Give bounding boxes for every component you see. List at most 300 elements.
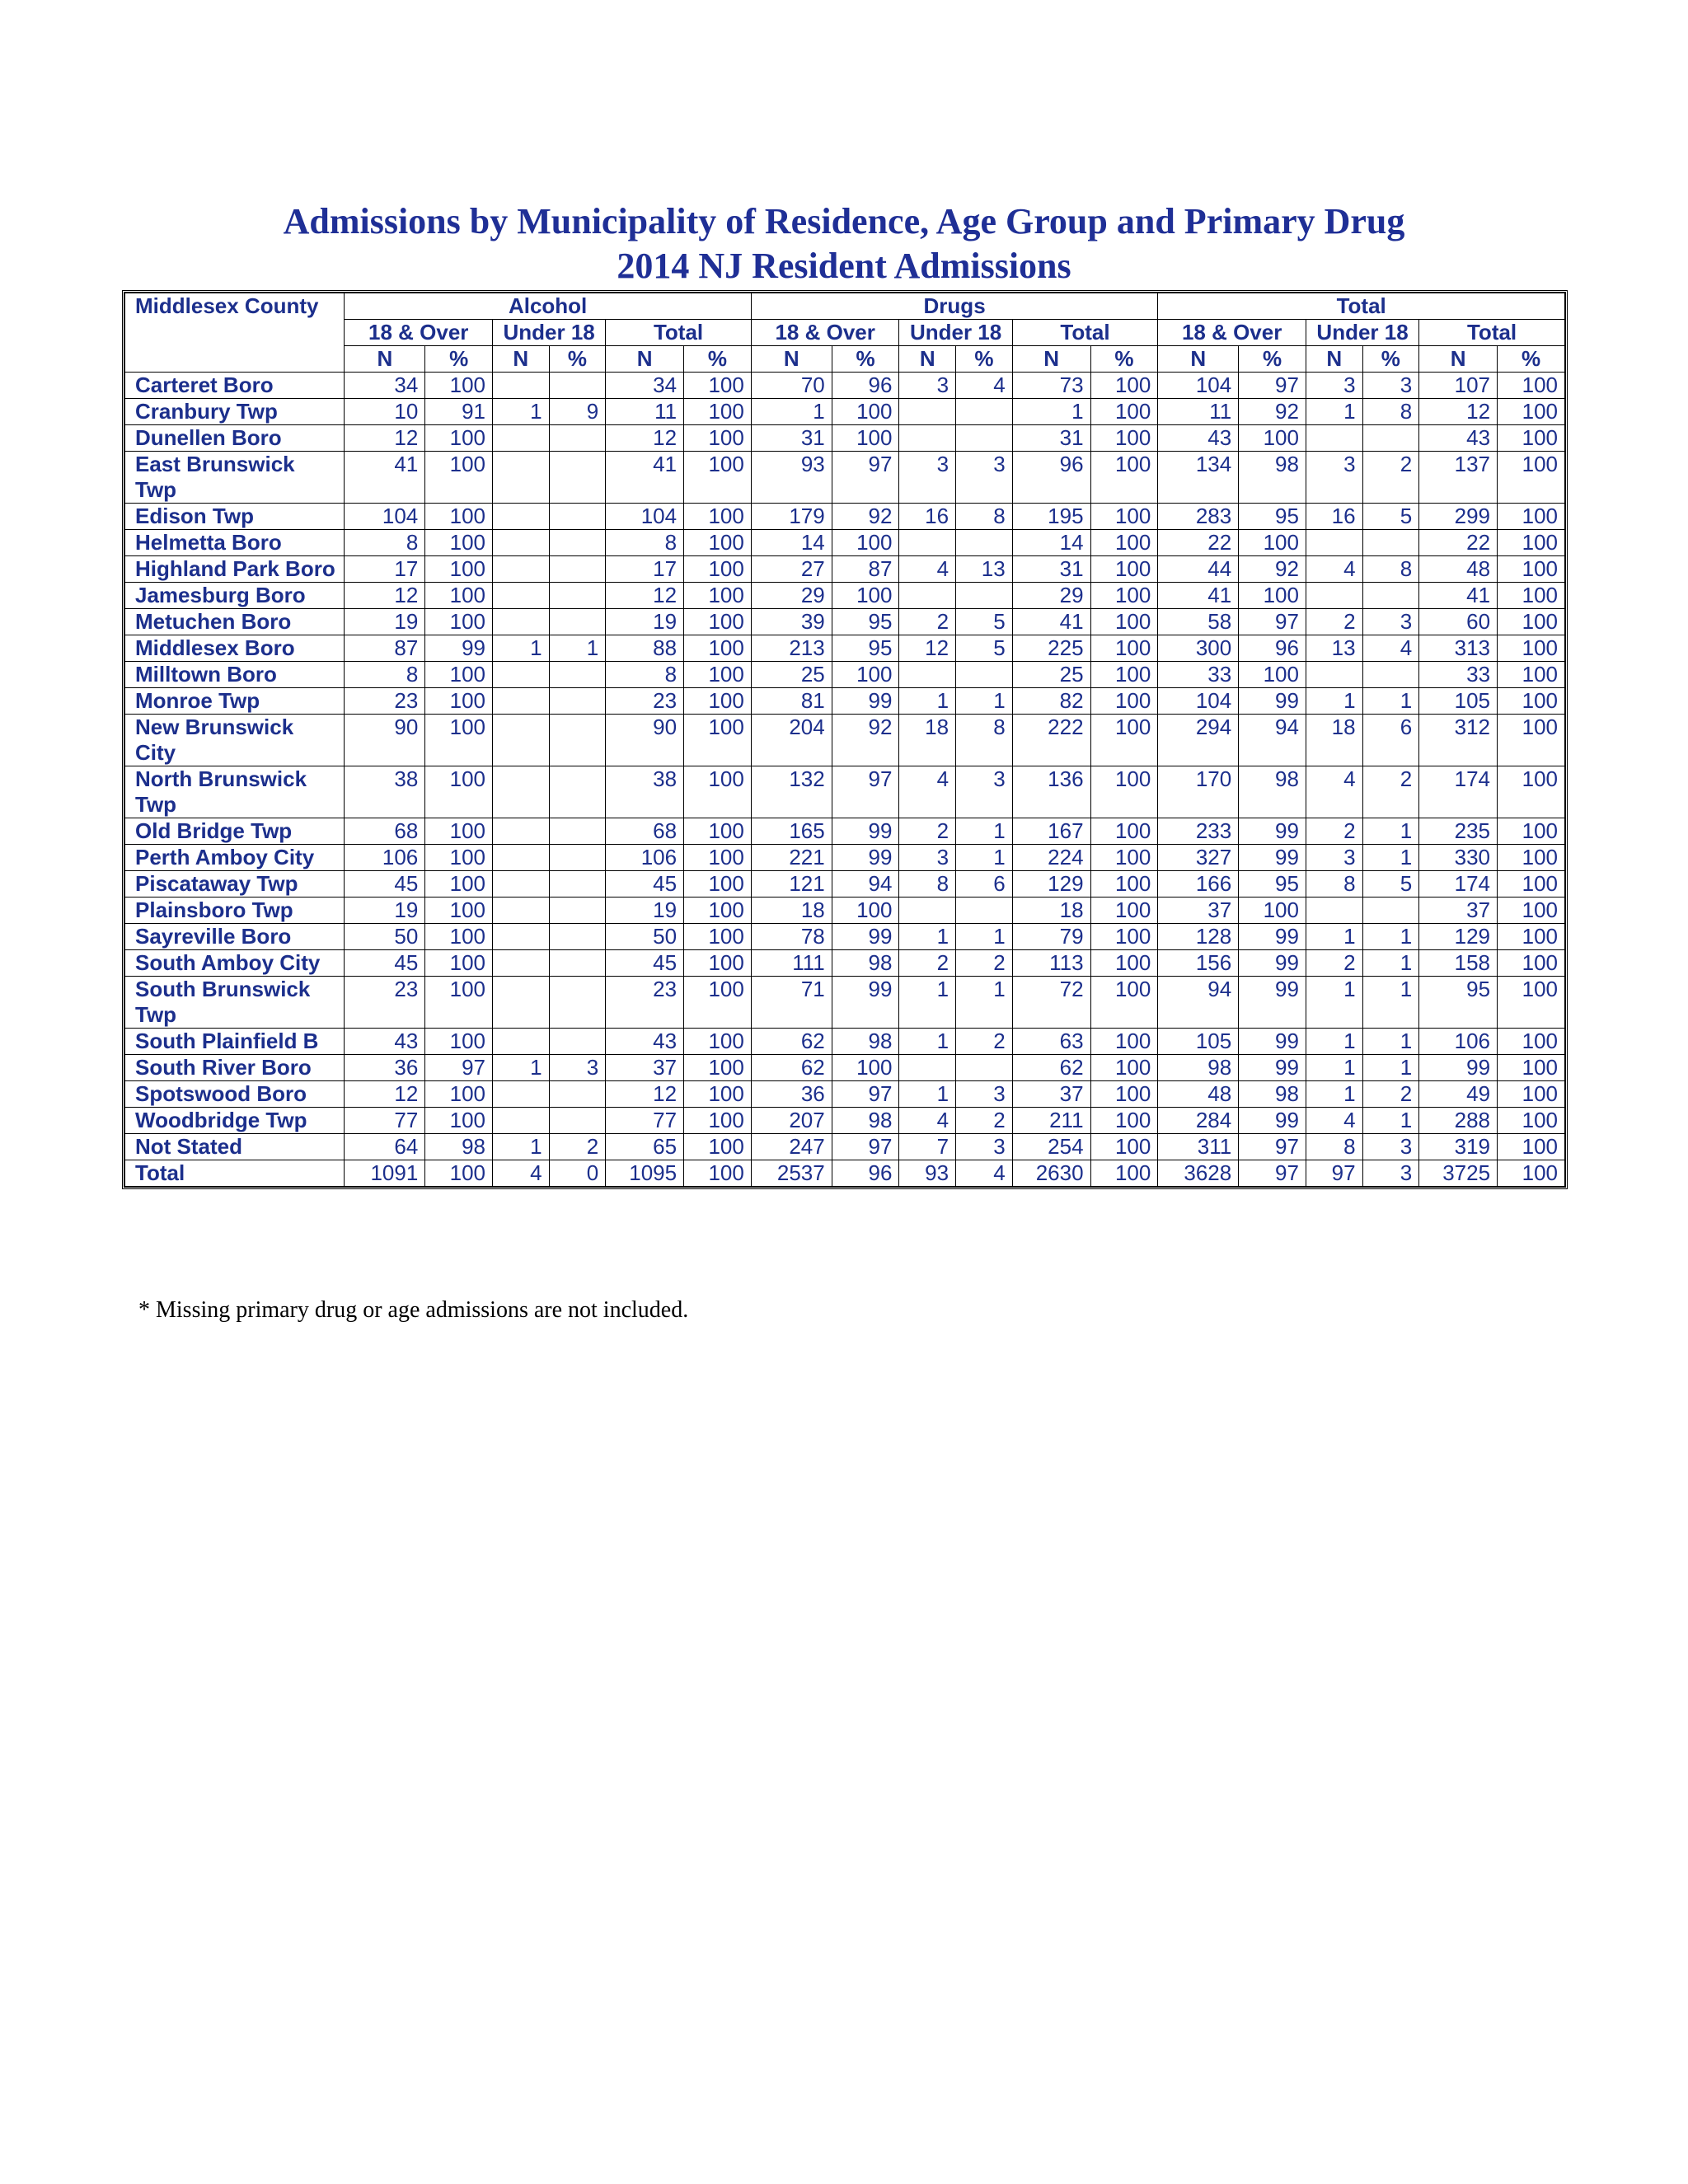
cell-percent [549, 662, 606, 688]
municipality-name: Spotswood Boro [125, 1081, 345, 1108]
cell-count: 170 [1158, 766, 1239, 818]
cell-count: 19 [606, 898, 684, 924]
cell-count: 224 [1012, 845, 1090, 871]
municipality-name: Cranbury Twp [125, 399, 345, 425]
cell-percent: 4 [1362, 635, 1419, 662]
cell-percent [956, 425, 1013, 452]
cell-count: 81 [751, 688, 832, 715]
cell-percent: 100 [684, 1081, 752, 1108]
cell-percent [549, 1029, 606, 1055]
measure-header-n: N [1158, 346, 1239, 373]
cell-percent: 100 [425, 715, 493, 766]
cell-count: 312 [1419, 715, 1498, 766]
cell-percent: 100 [425, 977, 493, 1029]
cell-count [493, 1108, 550, 1134]
cell-percent: 3 [1362, 1160, 1419, 1187]
cell-count: 106 [1419, 1029, 1498, 1055]
cell-count: 36 [345, 1055, 425, 1081]
cell-percent: 100 [1090, 1108, 1158, 1134]
cell-percent: 100 [1498, 399, 1565, 425]
cell-percent: 100 [1090, 635, 1158, 662]
table-row [125, 504, 1565, 530]
cell-percent: 8 [956, 504, 1013, 530]
cell-count: 41 [1419, 583, 1498, 609]
cell-count: 1 [1306, 1055, 1362, 1081]
cell-percent: 95 [832, 635, 899, 662]
cell-count: 8 [606, 662, 684, 688]
cell-count: 17 [606, 556, 684, 583]
cell-count: 166 [1158, 871, 1239, 898]
cell-count: 105 [1419, 688, 1498, 715]
cell-count: 107 [1419, 373, 1498, 399]
cell-count [493, 977, 550, 1029]
cell-percent: 97 [832, 452, 899, 504]
cell-count: 63 [1012, 1029, 1090, 1055]
cell-count: 3 [899, 452, 956, 504]
cell-count: 19 [606, 609, 684, 635]
cell-count: 12 [1419, 399, 1498, 425]
cell-percent: 100 [1239, 583, 1306, 609]
cell-count: 158 [1419, 950, 1498, 977]
cell-count [493, 950, 550, 977]
cell-count: 3 [1306, 373, 1362, 399]
measure-header-pct: % [549, 346, 606, 373]
cell-count: 82 [1012, 688, 1090, 715]
cell-percent: 8 [956, 715, 1013, 766]
subgroup-header-alcohol-total: Total [606, 320, 752, 346]
cell-percent: 100 [425, 1081, 493, 1108]
cell-percent: 100 [1498, 871, 1565, 898]
cell-count: 179 [751, 504, 832, 530]
cell-percent [549, 504, 606, 530]
cell-percent: 100 [1498, 1055, 1565, 1081]
cell-count: 294 [1158, 715, 1239, 766]
cell-percent [549, 688, 606, 715]
cell-count: 8 [606, 530, 684, 556]
cell-count: 23 [345, 977, 425, 1029]
cell-count [899, 1055, 956, 1081]
cell-percent: 1 [956, 924, 1013, 950]
measure-header-pct: % [1239, 346, 1306, 373]
cell-percent: 92 [832, 715, 899, 766]
cell-count [493, 504, 550, 530]
cell-percent: 100 [1498, 845, 1565, 871]
cell-percent: 100 [425, 452, 493, 504]
cell-count [899, 898, 956, 924]
table-row [125, 556, 1565, 583]
cell-percent [1362, 662, 1419, 688]
cell-count [1306, 425, 1362, 452]
cell-count: 221 [751, 845, 832, 871]
cell-count: 96 [1012, 452, 1090, 504]
cell-percent: 1 [956, 818, 1013, 845]
subgroup-header-total-18-over: 18 & Over [1158, 320, 1306, 346]
cell-percent: 100 [684, 1134, 752, 1160]
cell-percent: 100 [1498, 1134, 1565, 1160]
municipality-name: Jamesburg Boro [125, 583, 345, 609]
table-row [125, 1081, 1565, 1108]
cell-count: 283 [1158, 504, 1239, 530]
cell-count: 13 [1306, 635, 1362, 662]
cell-count: 1 [899, 688, 956, 715]
municipality-name: Not Stated [125, 1134, 345, 1160]
cell-count: 1 [1012, 399, 1090, 425]
cell-count: 18 [1012, 898, 1090, 924]
cell-percent: 100 [1090, 818, 1158, 845]
cell-count: 2 [899, 609, 956, 635]
cell-count: 254 [1012, 1134, 1090, 1160]
cell-percent: 100 [1498, 1160, 1565, 1187]
cell-percent: 100 [1239, 662, 1306, 688]
cell-percent [549, 530, 606, 556]
cell-percent: 100 [1498, 766, 1565, 818]
cell-count: 95 [1419, 977, 1498, 1029]
cell-percent: 100 [832, 530, 899, 556]
cell-count [899, 399, 956, 425]
cell-count: 4 [899, 766, 956, 818]
cell-percent: 100 [684, 766, 752, 818]
table-row [125, 1029, 1565, 1055]
page-title: Admissions by Municipality of Residence, Age Group and Primary Drug [283, 201, 1405, 241]
cell-percent: 1 [1362, 977, 1419, 1029]
measure-header-pct: % [1090, 346, 1158, 373]
cell-count: 27 [751, 556, 832, 583]
cell-percent: 97 [1239, 1134, 1306, 1160]
table-row [125, 898, 1565, 924]
cell-count [493, 924, 550, 950]
cell-percent: 100 [684, 1108, 752, 1134]
cell-percent: 100 [1090, 766, 1158, 818]
cell-count: 1 [493, 1134, 550, 1160]
cell-percent: 3 [1362, 609, 1419, 635]
cell-percent: 100 [425, 662, 493, 688]
cell-count: 106 [606, 845, 684, 871]
cell-percent: 100 [832, 399, 899, 425]
cell-count [1306, 662, 1362, 688]
cell-percent: 100 [684, 1160, 752, 1187]
table-row [125, 818, 1565, 845]
cell-count: 288 [1419, 1108, 1498, 1134]
cell-percent: 100 [1090, 452, 1158, 504]
cell-percent: 100 [1090, 1081, 1158, 1108]
cell-count [899, 583, 956, 609]
cell-count: 77 [606, 1108, 684, 1134]
cell-count: 1 [493, 1055, 550, 1081]
cell-percent: 3 [1362, 1134, 1419, 1160]
municipality-name: South River Boro [125, 1055, 345, 1081]
cell-percent: 100 [832, 898, 899, 924]
cell-percent: 98 [832, 950, 899, 977]
county-header: Middlesex County [125, 293, 345, 373]
cell-percent: 100 [1498, 1108, 1565, 1134]
measure-header-pct: % [425, 346, 493, 373]
cell-percent: 1 [1362, 1055, 1419, 1081]
cell-percent: 98 [1239, 452, 1306, 504]
subgroup-header-drugs-under-18: Under 18 [899, 320, 1012, 346]
cell-count: 233 [1158, 818, 1239, 845]
cell-percent: 100 [1090, 1160, 1158, 1187]
cell-count: 207 [751, 1108, 832, 1134]
cell-percent [549, 425, 606, 452]
cell-percent: 100 [425, 818, 493, 845]
cell-count: 58 [1158, 609, 1239, 635]
cell-count: 90 [345, 715, 425, 766]
cell-count [1306, 898, 1362, 924]
table-body [125, 373, 1565, 1187]
cell-count: 37 [606, 1055, 684, 1081]
municipality-name: Carteret Boro [125, 373, 345, 399]
cell-count: 45 [345, 871, 425, 898]
cell-percent: 91 [425, 399, 493, 425]
measure-header-pct: % [832, 346, 899, 373]
cell-count: 22 [1419, 530, 1498, 556]
cell-count: 1 [1306, 1081, 1362, 1108]
cell-count: 8 [345, 662, 425, 688]
measure-header-n: N [345, 346, 425, 373]
cell-count: 235 [1419, 818, 1498, 845]
cell-percent: 100 [832, 583, 899, 609]
cell-count: 105 [1158, 1029, 1239, 1055]
cell-count: 311 [1158, 1134, 1239, 1160]
table-row [125, 1134, 1565, 1160]
cell-count: 3628 [1158, 1160, 1239, 1187]
cell-count: 4 [899, 1108, 956, 1134]
cell-count: 8 [899, 871, 956, 898]
cell-percent: 1 [1362, 845, 1419, 871]
cell-count: 3 [1306, 452, 1362, 504]
cell-count: 73 [1012, 373, 1090, 399]
cell-percent: 95 [1239, 871, 1306, 898]
cell-percent: 95 [1239, 504, 1306, 530]
cell-count: 11 [1158, 399, 1239, 425]
cell-percent: 100 [425, 766, 493, 818]
cell-count: 41 [606, 452, 684, 504]
measure-header-pct: % [956, 346, 1013, 373]
cell-percent: 97 [832, 1134, 899, 1160]
table-row [125, 871, 1565, 898]
cell-percent: 8 [1362, 556, 1419, 583]
cell-count: 313 [1419, 635, 1498, 662]
municipality-name: Monroe Twp [125, 688, 345, 715]
cell-percent: 100 [425, 583, 493, 609]
cell-percent [549, 871, 606, 898]
municipality-name: Edison Twp [125, 504, 345, 530]
cell-count: 104 [606, 504, 684, 530]
cell-count [493, 898, 550, 924]
cell-count: 2 [899, 950, 956, 977]
cell-count: 330 [1419, 845, 1498, 871]
cell-percent: 100 [1090, 530, 1158, 556]
cell-count: 41 [1158, 583, 1239, 609]
cell-percent [1362, 898, 1419, 924]
cell-percent: 1 [1362, 1029, 1419, 1055]
cell-percent: 5 [956, 609, 1013, 635]
cell-percent: 2 [956, 1108, 1013, 1134]
cell-percent: 100 [684, 1055, 752, 1081]
cell-percent: 99 [832, 818, 899, 845]
cell-count: 48 [1158, 1081, 1239, 1108]
cell-percent: 100 [1090, 871, 1158, 898]
cell-percent: 100 [1090, 950, 1158, 977]
municipality-name: South Amboy City [125, 950, 345, 977]
cell-percent [1362, 530, 1419, 556]
cell-count [493, 845, 550, 871]
group-header-drugs: Drugs [751, 293, 1157, 320]
cell-percent: 100 [1239, 898, 1306, 924]
cell-percent [549, 977, 606, 1029]
cell-percent [1362, 425, 1419, 452]
cell-count: 327 [1158, 845, 1239, 871]
cell-percent: 99 [1239, 977, 1306, 1029]
cell-count: 3 [899, 845, 956, 871]
cell-percent: 100 [1090, 688, 1158, 715]
cell-count: 18 [899, 715, 956, 766]
municipality-name: Highland Park Boro [125, 556, 345, 583]
cell-percent: 100 [425, 688, 493, 715]
cell-count: 43 [345, 1029, 425, 1055]
cell-percent [956, 1055, 1013, 1081]
cell-count: 62 [751, 1029, 832, 1055]
table-row [125, 530, 1565, 556]
cell-percent [549, 818, 606, 845]
cell-percent: 100 [425, 609, 493, 635]
cell-count [493, 871, 550, 898]
cell-percent: 100 [1090, 898, 1158, 924]
subgroup-header-total-total: Total [1419, 320, 1565, 346]
cell-percent [549, 1081, 606, 1108]
cell-percent: 2 [1362, 452, 1419, 504]
subgroup-header-alcohol-18-over: 18 & Over [345, 320, 493, 346]
cell-count: 48 [1419, 556, 1498, 583]
municipality-name: Metuchen Boro [125, 609, 345, 635]
cell-percent: 100 [425, 1108, 493, 1134]
table-row [125, 1160, 1565, 1187]
cell-count: 2 [1306, 609, 1362, 635]
cell-count: 79 [1012, 924, 1090, 950]
cell-count [493, 530, 550, 556]
cell-count: 4 [493, 1160, 550, 1187]
cell-percent: 100 [1090, 1134, 1158, 1160]
cell-percent: 99 [1239, 1029, 1306, 1055]
cell-count: 93 [899, 1160, 956, 1187]
cell-count: 41 [1012, 609, 1090, 635]
cell-count: 43 [1158, 425, 1239, 452]
cell-percent: 100 [425, 373, 493, 399]
cell-count: 2 [1306, 950, 1362, 977]
cell-percent: 100 [1498, 530, 1565, 556]
cell-percent: 9 [549, 399, 606, 425]
cell-count: 4 [1306, 1108, 1362, 1134]
cell-count: 68 [606, 818, 684, 845]
cell-count: 12 [899, 635, 956, 662]
cell-percent: 2 [956, 950, 1013, 977]
cell-percent: 3 [956, 1081, 1013, 1108]
cell-percent: 99 [832, 977, 899, 1029]
cell-count: 195 [1012, 504, 1090, 530]
cell-count: 10 [345, 399, 425, 425]
cell-count: 72 [1012, 977, 1090, 1029]
cell-count: 22 [1158, 530, 1239, 556]
footnote: * Missing primary drug or age admissions are not included. [138, 1297, 689, 1323]
municipality-name: Piscataway Twp [125, 871, 345, 898]
cell-count: 38 [345, 766, 425, 818]
group-header-alcohol: Alcohol [345, 293, 751, 320]
cell-count: 129 [1419, 924, 1498, 950]
cell-count: 34 [606, 373, 684, 399]
cell-percent [956, 898, 1013, 924]
table-row [125, 688, 1565, 715]
cell-count: 134 [1158, 452, 1239, 504]
cell-percent: 100 [832, 1055, 899, 1081]
cell-percent: 99 [832, 924, 899, 950]
cell-percent: 94 [1239, 715, 1306, 766]
cell-percent: 99 [1239, 950, 1306, 977]
cell-percent [549, 609, 606, 635]
measure-header-n: N [1012, 346, 1090, 373]
cell-percent: 100 [1239, 530, 1306, 556]
cell-count: 37 [1012, 1081, 1090, 1108]
table-row [125, 1108, 1565, 1134]
cell-percent: 100 [684, 425, 752, 452]
cell-count: 88 [606, 635, 684, 662]
cell-count: 49 [1419, 1081, 1498, 1108]
cell-count [493, 556, 550, 583]
cell-count: 12 [345, 425, 425, 452]
cell-percent: 100 [1090, 373, 1158, 399]
cell-count: 156 [1158, 950, 1239, 977]
cell-percent [549, 950, 606, 977]
measure-header-pct: % [1498, 346, 1565, 373]
table-row [125, 452, 1565, 504]
cell-count: 3 [1306, 845, 1362, 871]
municipality-name: Plainsboro Twp [125, 898, 345, 924]
cell-percent [549, 452, 606, 504]
cell-percent: 5 [956, 635, 1013, 662]
cell-count: 12 [345, 583, 425, 609]
cell-percent: 100 [1090, 399, 1158, 425]
cell-percent: 100 [1498, 609, 1565, 635]
cell-percent [549, 583, 606, 609]
table-row [125, 425, 1565, 452]
cell-percent: 1 [956, 977, 1013, 1029]
cell-count: 111 [751, 950, 832, 977]
cell-count: 106 [345, 845, 425, 871]
cell-percent: 100 [1498, 504, 1565, 530]
cell-count: 3 [899, 373, 956, 399]
cell-percent: 100 [684, 871, 752, 898]
cell-percent [549, 373, 606, 399]
cell-count: 14 [751, 530, 832, 556]
cell-percent: 100 [1498, 1029, 1565, 1055]
cell-percent: 100 [832, 662, 899, 688]
cell-count: 87 [345, 635, 425, 662]
cell-count [493, 1029, 550, 1055]
municipality-name: South Plainfield B [125, 1029, 345, 1055]
cell-percent: 5 [1362, 871, 1419, 898]
cell-count: 37 [1158, 898, 1239, 924]
cell-percent: 98 [1239, 766, 1306, 818]
cell-count: 60 [1419, 609, 1498, 635]
cell-percent: 100 [1090, 977, 1158, 1029]
cell-count: 1 [1306, 399, 1362, 425]
cell-percent: 99 [1239, 818, 1306, 845]
cell-percent [956, 530, 1013, 556]
cell-percent: 100 [1498, 662, 1565, 688]
cell-percent: 1 [956, 688, 1013, 715]
cell-percent [549, 924, 606, 950]
municipality-name: Woodbridge Twp [125, 1108, 345, 1134]
cell-count: 247 [751, 1134, 832, 1160]
